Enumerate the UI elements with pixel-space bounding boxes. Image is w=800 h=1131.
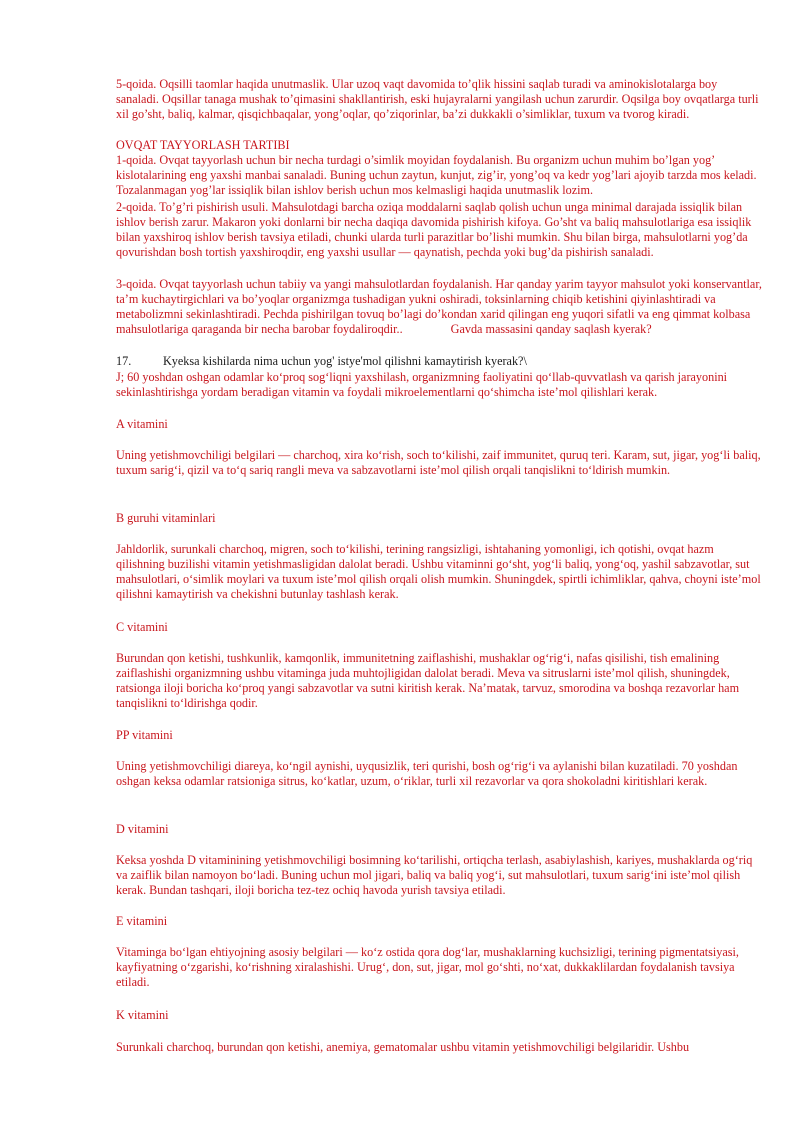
vitamin-k-title: K vitamini — [116, 1008, 169, 1022]
vitamin-k-text: Surunkali charchoq, burundan qon ketishi, anemiya, gematomalar ushbu vitamin yetishmovchiligi belgilaridir. Ushbu — [116, 1040, 690, 1054]
vitamin-e-text: Vitaminga bo‘lgan ehtiyojning asosiy belgilari — ko‘z ostida qora dog‘lar, mushaklarning kuchsizligi, terining pigmentatsiyasi, kayfiyatning o‘zgarishi, ko‘rishning xiralashishi. Urug‘, don, sut, jigar, mol go‘shti, no‘xat, dukkaklilardan foydalanish tavsiya etiladi. — [116, 945, 739, 989]
question-number: 17. — [116, 354, 132, 368]
rule-1-paragraph: 1-qoida. Ovqat tayyorlash uchun bir necha turdagi o’simlik moyidan foydalanish. Bu organizm uchun muhim bo’lgan yog’ kislotalarining eng yaxshi manbai sanaladi. Buning uchun zaytun, kunjut, zig’ir, yong’oq va kedr yog’lari ajoyib tarzda mos keladi. Tozalanmagan yog’lar issiqlik bilan ishlov berish uchun mos kelmasligi haqida unutmaslik lozim. — [116, 153, 757, 197]
rule-3-text: 3-qoida. Ovqat tayyorlash uchun tabiiy va yangi mahsulotlardan foydalanish. Har qanday yarim tayyor mahsulot yoki konservantlar, ta’m kuchaytirgichlari va bo’yoqlar organizmga tushadigan yukni oshiradi, toksinlarning chiqib ketishini qiyinlashtiradi va metabolizmni sekinlashtiradi. Pechda pishirilgan tovuq bo’lagi do’kondan xarid qilingan eng yuqori sifatli va eng qimmat kolbasa mahsulotlariga qaraganda bir necha barobar foydaliroqdir.. — [116, 277, 762, 336]
vitamin-b-text: Jahldorlik, surunkali charchoq, migren, soch to‘kilishi, terining rangsizligi, ishtahaning yomonligi, ich qotishi, ovqat hazm qilishning buzilishi vitamin yetishmasligidan dalolat beradi. Ushbu vitaminni go‘sht, yog‘li baliq, yong‘oq, yashil sabzavotlar, sut mahsulotlari, o‘simlik moylari va tuxum iste’mol qilish orqali olish mumkin. Shuningdek, spirtli ichimliklar, qahva, choyni iste’mol qilishni kamaytirish va chekishni butunlay tashlash kerak. — [116, 542, 761, 601]
question-text: Kyeksa kishilarda nima uchun yog' istye'mol qilishni kamaytirish kyerak?\ — [163, 354, 527, 368]
vitamin-pp-title: PP vitamini — [116, 728, 173, 742]
vitamin-b-title: B guruhi vitaminlari — [116, 511, 216, 525]
section-title: OVQAT TAYYORLASH TARTIBI — [116, 138, 290, 152]
vitamin-d-text: Keksa yoshda D vitaminining yetishmovchiligi bosimning ko‘tarilishi, ortiqcha terlash, asabiylashish, kariyes, mushaklarda og‘riq va zaiflik bilan namoyon bo‘ladi. Buning uchun mol jigari, baliq va baliq yog‘i, sut mahsulotlari, tuxum sarig‘ini iste’mol qilish kerak. Bundan tashqari, iloji boricha tez-tez ochiq havoda yurish tavsiya etiladi. — [116, 853, 753, 897]
rule-5-paragraph: 5-qoida. Oqsilli taomlar haqida unutmaslik. Ular uzoq vaqt davomida to’qlik hissini saqlab turadi va aminokislotalarga boy sanaladi. Oqsillar tanaga mushak to’qimasini shakllantirish, eski hujayralarni yangilash uchun zarurdir. Oqsilga boy ovqatlarga turli xil go’sht, baliq, kalmar, qisqichbaqalar, yong’oqlar, qo’ziqorinlar, ba’zi dukkakli o’simliklar, tuxum va tvorog kiradi. — [116, 77, 759, 121]
vitamin-c-title: C vitamini — [116, 620, 168, 634]
rule-2-paragraph: 2-qoida. To’g’ri pishirish usuli. Mahsulotdagi barcha oziqa moddalarni saqlab qolish uchun unga minimal darajada issiqlik bilan ishlov berish zarur. Makaron yoki donlarni bir necha daqiqa davomida pishirish kifoya. Go’sht va baliq mahsulotlariga esa issiqlik bilan yaxshiroq ishlov berish tavsiya etiladi, chunki ularda turli parazitlar bo’lishi mumkin. Shu bilan birga, mahsulotlarni yog’da qovurishdan bosh tortish yaxshiroqdir, eng yaxshi usullar — qaynatish, pechda yoki bug’da pishirish sanaladi. — [116, 200, 752, 259]
answer-intro: J; 60 yoshdan oshgan odamlar ko‘proq sog‘liqni yaxshilash, organizmning faoliyatini qo‘llab-quvvatlash va qarish jarayonini sekinlashtirishga yordam beradigan vitamin va foydali mikroelementlarni qo‘shimcha iste’mol qilishlari kerak. — [116, 370, 728, 399]
vitamin-d-title: D vitamini — [116, 822, 169, 836]
vitamin-pp-text: Uning yetishmovchiligi diareya, ko‘ngil aynishi, uyqusizlik, teri qurishi, bosh og‘rig‘i va aylanishi bilan kuzatiladi. 70 yoshdan oshgan keksa odamlar ratsioniga sitrus, ko‘katlar, uzum, o‘riklar, turli xil rezavorlar va qora shokoladni kiritishlari kerak. — [116, 759, 738, 788]
rule-3-tail: Gavda massasini qanday saqlash kyerak? — [450, 322, 652, 336]
vitamin-a-text: Uning yetishmovchiligi belgilari — charchoq, xira ko‘rish, soch to‘kilishi, zaif immunitet, quruq teri. Karam, sut, jigar, yog‘li baliq, tuxum sarig‘i, qizil va to‘q sariq rangli meva va sabzavotlarni iste’mol qilish orqali tanqislikni to‘ldirish mumkin. — [116, 448, 761, 477]
vitamin-a-title: A vitamini — [116, 417, 168, 431]
vitamin-e-title: E vitamini — [116, 914, 168, 928]
vitamin-c-text: Burundan qon ketishi, tushkunlik, kamqonlik, immunitetning zaiflashishi, mushaklar og‘rig‘i, nafas qisilishi, tish emalining zaiflashishi organizmning ushbu vitaminga juda muhtojligidan dalolat beradi. Meva va sitruslarni iste’mol qilish, shuningdek, ratsionga iloji boricha ko‘proq yangi sabzavotlar va sutni kiritish kerak. Na’matak, tarvuz, smorodina va boshqa rezavorlar ham tanqislikni to‘ldirishga qodir. — [116, 651, 740, 710]
rule-3-paragraph — [116, 277, 762, 337]
